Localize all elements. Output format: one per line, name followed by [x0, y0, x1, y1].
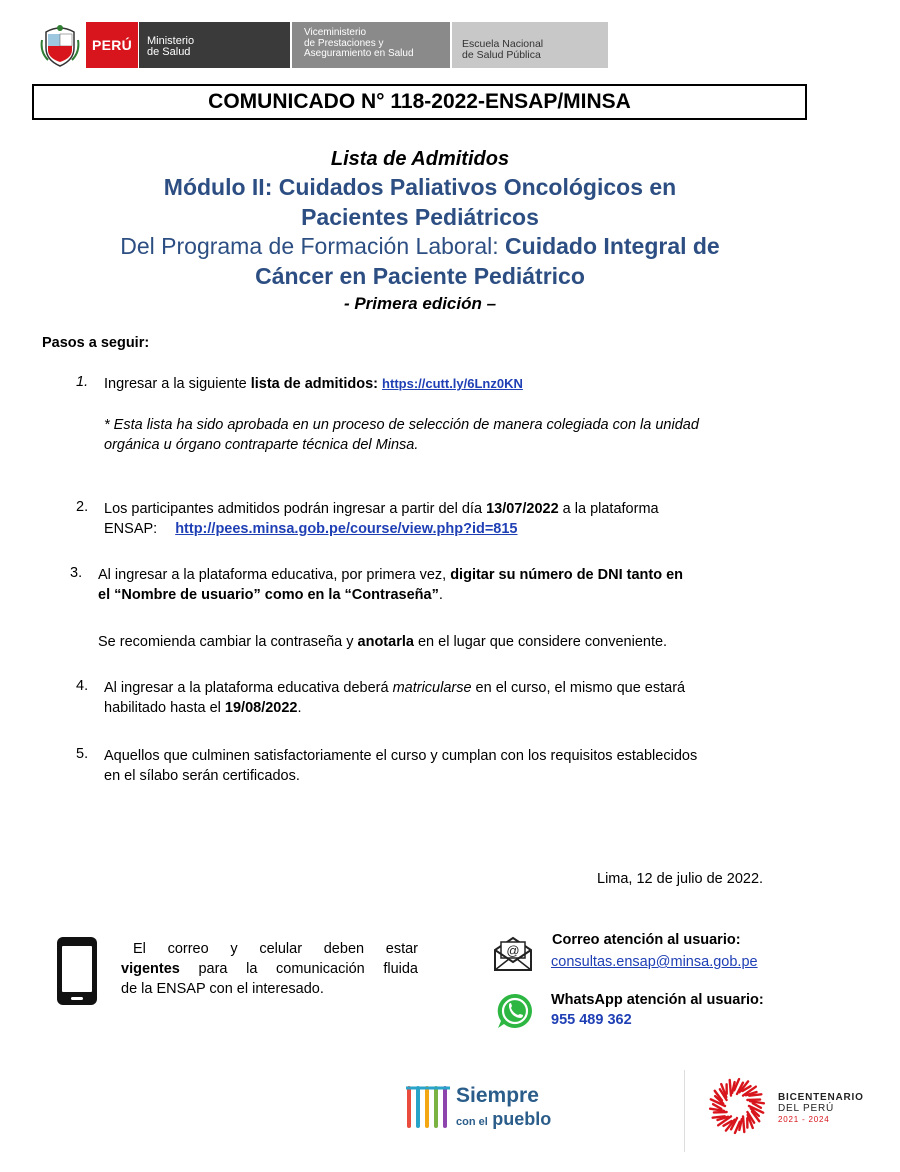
siempre-figures-icon [404, 1084, 452, 1130]
step-3-bold1: digitar su número de DNI tanto en [450, 567, 684, 583]
rec-text1: Se recomienda cambiar la contraseña y [98, 634, 358, 650]
step-4-italic: matricularse [392, 680, 472, 696]
mobile-phone-icon [55, 936, 99, 1006]
correo-link-wrap [551, 952, 758, 972]
bicen-line3: 2021 - 2024 [778, 1115, 830, 1124]
pasos-label: Pasos a seguir: [42, 335, 150, 351]
ministerio-logo [138, 22, 290, 68]
footer-note-line3: de la ENSAP con el interesado. [121, 981, 324, 997]
bicentenario-text [778, 1092, 864, 1125]
step-1 [104, 374, 523, 394]
step-3-text1: Al ingresar a la plataforma educativa, por primera vez, [98, 567, 451, 583]
admitidos-link[interactable]: https://cutt.ly/6Lnz0KN [382, 376, 523, 391]
siempre-pueblo: pueblo [492, 1109, 552, 1129]
step-2-text1: Los participantes admitidos podrán ingresar a partir del día [104, 501, 487, 517]
comunicado-title: COMUNICADO N° 118-2022-ENSAP/MINSA [32, 84, 807, 120]
svg-text:@: @ [506, 943, 520, 958]
emblem-ray [730, 1080, 731, 1096]
correo-title: Correo atención al usuario: [552, 932, 741, 948]
step-2-date: 13/07/2022 [486, 501, 559, 517]
step-2-number: 2. [76, 499, 89, 515]
step-3-number: 3. [70, 565, 83, 581]
step-3-bold2: el “Nombre de usuario” como en la “Contraseña” [98, 587, 439, 603]
step-4-text3: habilitado hasta el [104, 700, 225, 716]
step-5 [104, 746, 697, 786]
rec-bold: anotarla [357, 634, 414, 650]
bicentenario-logo [706, 1076, 874, 1136]
header-logos [40, 22, 608, 68]
modulo-title-line2: Pacientes Pediátricos [301, 204, 539, 230]
escuela-line2: de Salud Pública [462, 49, 541, 61]
programa-line2: Cáncer en Paciente Pediátrico [255, 263, 585, 289]
whatsapp-icon [496, 992, 534, 1030]
step-4-date: 19/08/2022 [224, 700, 298, 716]
step-2-text3: ENSAP: [104, 521, 158, 537]
whatsapp-title: WhatsApp atención al usuario: [551, 992, 764, 1008]
step-5-number: 5. [76, 746, 89, 762]
correo-block [552, 930, 741, 950]
vice-line2: de Prestaciones y [304, 37, 384, 49]
step-3 [98, 565, 683, 605]
programa-bold: Cuidado Integral de [505, 233, 720, 259]
step-2-text2: a la plataforma [558, 501, 659, 517]
emblem-ray [743, 1116, 744, 1132]
step-3-recommendation [98, 632, 667, 652]
step-4-number: 4. [76, 678, 89, 694]
fecha-lima: Lima, 12 de julio de 2022. [597, 871, 764, 887]
escuela-logo [452, 22, 608, 68]
whatsapp-block [551, 990, 764, 1030]
ministerio-line2: de Salud [147, 46, 191, 58]
step-1-note-line2: orgánica u órgano contraparte técnica del Minsa. [104, 437, 419, 453]
step-3-end: . [438, 587, 443, 603]
siempre-text: Siempre [456, 1084, 539, 1107]
email-icon [492, 936, 534, 972]
step-4-text1: Al ingresar a la plataforma educativa deberá [104, 680, 393, 696]
programa-prefix: Del Programa de Formación Laboral: [120, 233, 506, 259]
step-1-note [104, 415, 699, 455]
bicentenario-emblem-icon [706, 1076, 768, 1136]
bicen-line1: BICENTENARIO [778, 1092, 864, 1103]
step-5-line2: en el sílabo serán certificados. [104, 768, 300, 784]
lista-heading: Lista de Admitidos [330, 148, 510, 170]
vice-line3: Aseguramiento en Salud [304, 48, 414, 59]
peru-logo: PERÚ [86, 22, 138, 68]
bicen-line2: DEL PERÚ [778, 1103, 835, 1114]
coat-of-arms-icon [40, 22, 80, 68]
modulo-title-line1: Módulo II: Cuidados Paliativos Oncológicos en [163, 174, 677, 200]
edicion-label: - Primera edición – [343, 294, 497, 313]
ministerio-line1: Ministerio [147, 35, 195, 47]
whatsapp-number: 955 489 362 [551, 1012, 632, 1028]
correo-link[interactable]: consultas.ensap@minsa.gob.pe [551, 954, 758, 970]
emblem-ray [749, 1094, 761, 1095]
step-5-line1: Aquellos que culminen satisfactoriamente el curso y cumplan con los requisitos establecidos [104, 748, 698, 764]
step-4-end: . [297, 700, 302, 716]
vice-line1: Viceministerio [304, 27, 367, 38]
escuela-line1: Escuela Nacional [462, 38, 544, 50]
step-1-text: Ingresar a la siguiente [104, 376, 251, 392]
step-1-note-line1: * Esta lista ha sido aprobada en un proceso de selección de manera colegiada con la unidad [104, 417, 699, 433]
footer-note-line2: para la comunicación fluida [179, 961, 418, 977]
plataforma-link[interactable]: http://pees.minsa.gob.pe/course/view.php?id=815 [175, 521, 518, 537]
siempre-con-el-pueblo-logo [404, 1080, 560, 1136]
step-4 [104, 678, 685, 718]
siempre-line2 [456, 1109, 551, 1130]
step-1-bold: lista de admitidos: [250, 376, 379, 392]
footer-note-bold: vigentes [121, 961, 180, 977]
rec-text2: en el lugar que considere conveniente. [413, 634, 668, 650]
programa-line1 [0, 233, 840, 260]
emblem-ray [713, 1116, 725, 1117]
logo-divider [684, 1070, 685, 1152]
footer-note-line1: El correo y celular deben estar [133, 941, 418, 957]
footer-note [121, 939, 418, 999]
step-1-number: 1. [76, 374, 89, 390]
viceministerio-logo [292, 22, 450, 68]
siempre-con-el: con el [456, 1116, 488, 1128]
step-2 [104, 499, 659, 539]
step-4-text2: en el curso, el mismo que estará [471, 680, 686, 696]
